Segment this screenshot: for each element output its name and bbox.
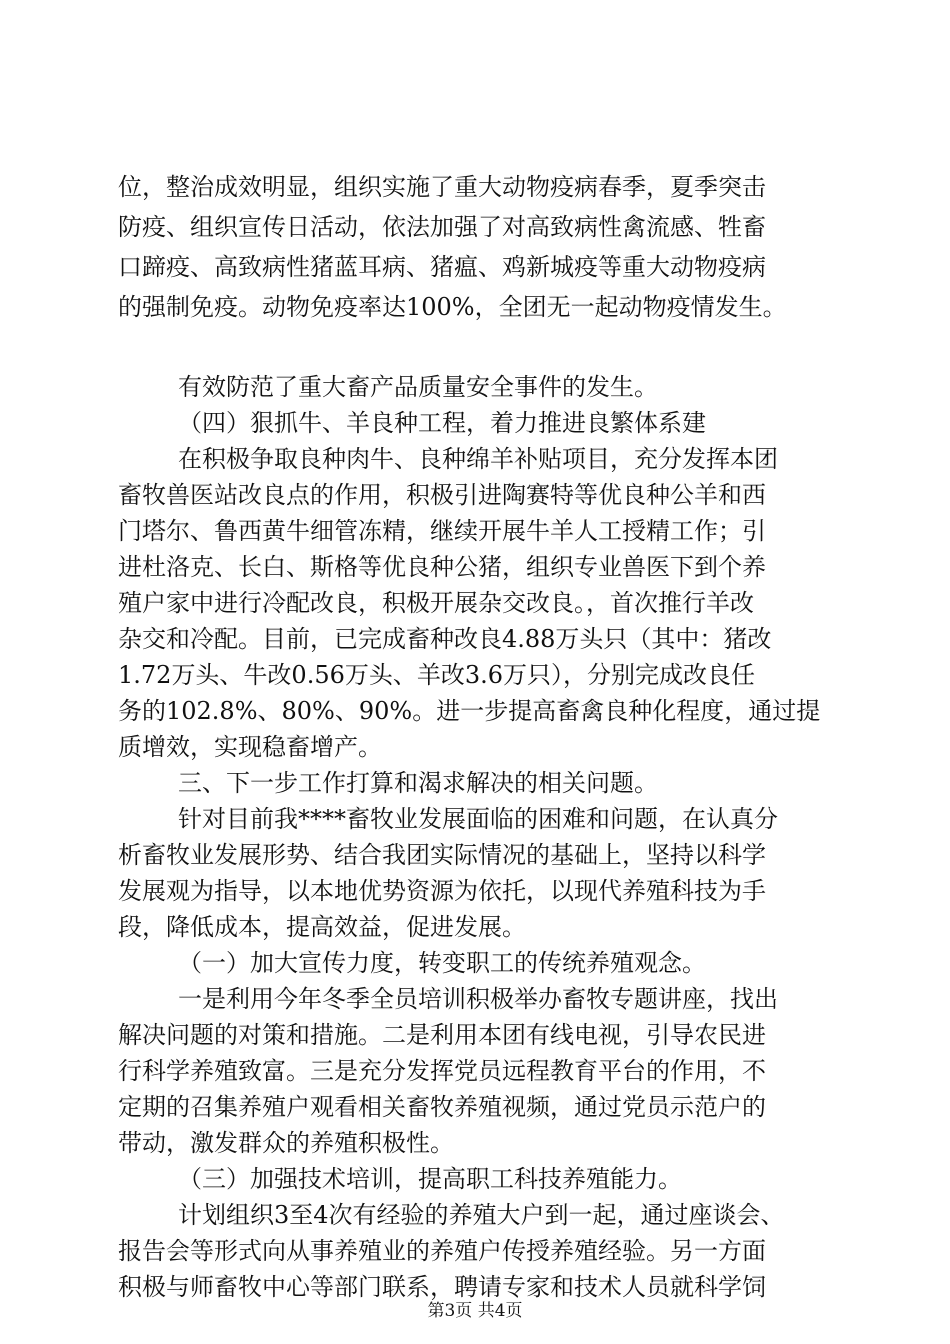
text-line: 1.72万头、牛改0.56万头、羊改3.6万只），分别完成改良任	[118, 661, 756, 689]
text-line: 有效防范了重大畜产品质量安全事件的发生。	[178, 373, 658, 401]
text-line: 一是利用今年冬季全员培训积极举办畜牧专题讲座，找出	[178, 985, 778, 1013]
text-line: 畜牧兽医站改良点的作用，积极引进陶赛特等优良种公羊和西	[118, 481, 766, 509]
text-line: 针对目前我****畜牧业发展面临的困难和问题，在认真分	[178, 805, 778, 833]
page-footer: 第3页 共4页	[427, 1301, 523, 1321]
section-heading: （三）加强技术培训，提高职工科技养殖能力。	[178, 1165, 682, 1193]
text-line: 进杜洛克、长白、斯格等优良种公猪，组织专业兽医下到个养	[118, 553, 766, 581]
text-line: 行科学养殖致富。三是充分发挥党员远程教育平台的作用，不	[118, 1057, 766, 1085]
text-line: 口蹄疫、高致病性猪蓝耳病、猪瘟、鸡新城疫等重大动物疫病	[118, 253, 766, 281]
section-heading: （四）狠抓牛、羊良种工程，着力推进良繁体系建	[178, 409, 706, 437]
text-line: 段，降低成本，提高效益，促进发展。	[118, 913, 526, 941]
text-line: 定期的召集养殖户观看相关畜牧养殖视频，通过党员示范户的	[118, 1093, 766, 1121]
section-heading: 三、下一步工作打算和渴求解决的相关问题。	[178, 769, 658, 797]
text-line: 带动，激发群众的养殖积极性。	[118, 1129, 454, 1157]
text-line: 防疫、组织宣传日活动，依法加强了对高致病性禽流感、牲畜	[118, 213, 766, 241]
text-line: 析畜牧业发展形势、结合我团实际情况的基础上，坚持以科学	[118, 841, 766, 869]
text-line: 质增效，实现稳畜增产。	[118, 733, 382, 761]
text-line: 位，整治成效明显，组织实施了重大动物疫病春季，夏季突击	[118, 173, 766, 201]
text-line: 计划组织3至4次有经验的养殖大户到一起，通过座谈会、	[178, 1201, 785, 1229]
text-line: 在积极争取良种肉牛、良种绵羊补贴项目，充分发挥本团	[178, 445, 778, 473]
text-line: 报告会等形式向从事养殖业的养殖户传授养殖经验。另一方面	[118, 1237, 766, 1265]
text-line: 的强制免疫。动物免疫率达100%，全团无一起动物疫情发生。	[118, 293, 787, 321]
text-line: 殖户家中进行冷配改良，积极开展杂交改良。，首次推行羊改	[118, 589, 754, 617]
section-heading: （一）加大宣传力度，转变职工的传统养殖观念。	[178, 949, 706, 977]
text-line: 积极与师畜牧中心等部门联系，聘请专家和技术人员就科学饲	[118, 1273, 766, 1301]
text-line: 杂交和冷配。目前，已完成畜种改良4.88万头只（其中：猪改	[118, 625, 772, 653]
text-line: 发展观为指导，以本地优势资源为依托，以现代养殖科技为手	[118, 877, 766, 905]
text-line: 务的102.8%、80%、90%。进一步提高畜禽良种化程度，通过提	[118, 697, 821, 725]
text-line: 门塔尔、鲁西黄牛细管冻精，继续开展牛羊人工授精工作；引	[118, 517, 766, 545]
text-line: 解决问题的对策和措施。二是利用本团有线电视，引导农民进	[118, 1021, 766, 1049]
